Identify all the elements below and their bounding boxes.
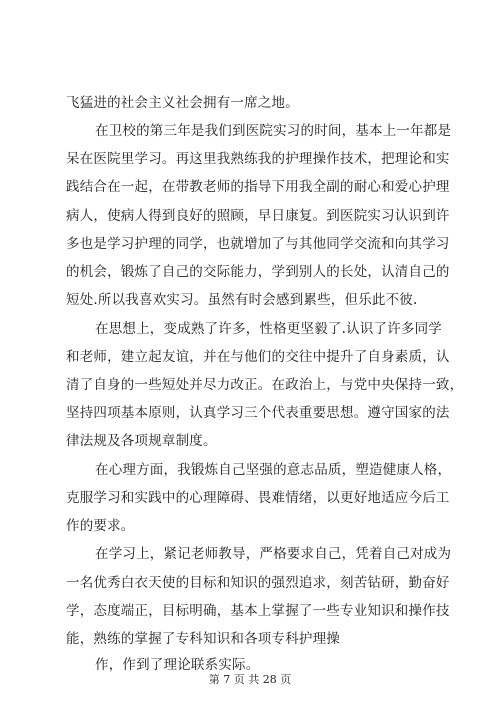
text-line: 学，态度端正，目标明确，基本上掌握了一些专业知识和操作技 <box>66 603 450 619</box>
text-line: 律法规及各项规章制度。 <box>66 433 217 449</box>
text-line: 飞猛进的社会主义社会拥有一席之地。 <box>66 95 299 111</box>
text-line: 能，熟练的掌握了专科知识和各项专科护理操 <box>66 631 340 647</box>
text-line: 一名优秀白衣天使的目标和知识的强烈追求，刻苦钻研，勤奋好 <box>66 575 450 591</box>
text-line: 短处.所以我喜欢实习。虽然有时会感到累些，但乐此不彼. <box>66 292 418 308</box>
text-line: 在卫校的第三年是我们到医院实习的时间，基本上一年都是 <box>95 123 452 139</box>
text-line: 病人，使病人得到良好的照顾，早日康复。到医院实习认识到许 <box>66 208 450 224</box>
page-footer: 第 7 页 共 28 页 <box>208 673 292 686</box>
text-line: 清了自身的一些短处并尽力改正。在政治上，与党中央保持一致， <box>66 377 464 393</box>
text-line: 作，作到了理论联系实际。 <box>95 657 260 673</box>
text-line: 多也是学习护理的同学，也就增加了与其他同学交流和向其学习 <box>66 236 450 252</box>
text-line: 践结合在一起，在带教老师的指导下用我全副的耐心和爱心护理 <box>66 179 450 195</box>
text-line: 坚持四项基本原则，认真学习三个代表重要思想。遵守国家的法 <box>66 405 450 421</box>
text-line: 的机会，锻炼了自己的交际能力，学到别人的长处，认清自己的 <box>66 264 450 280</box>
text-line: 作的要求。 <box>66 518 135 534</box>
text-line: 在学习上，紧记老师教导，严格要求自己，凭着自己对成为 <box>95 546 452 562</box>
text-line: 在思想上，变成熟了许多，性格更坚毅了.认识了许多同学 <box>95 321 442 337</box>
text-line: 在心理方面，我锻炼自己坚强的意志品质，塑造健康人格， <box>95 462 452 478</box>
text-line: 呆在医院里学习。再这里我熟练我的护理操作技术，把理论和实 <box>66 151 450 167</box>
text-line: 克服学习和实践中的心理障碍、畏难情绪，以更好地适应今后工 <box>66 490 450 506</box>
text-line: 和老师，建立起友谊，并在与他们的交往中提升了自身素质，认 <box>66 349 450 365</box>
